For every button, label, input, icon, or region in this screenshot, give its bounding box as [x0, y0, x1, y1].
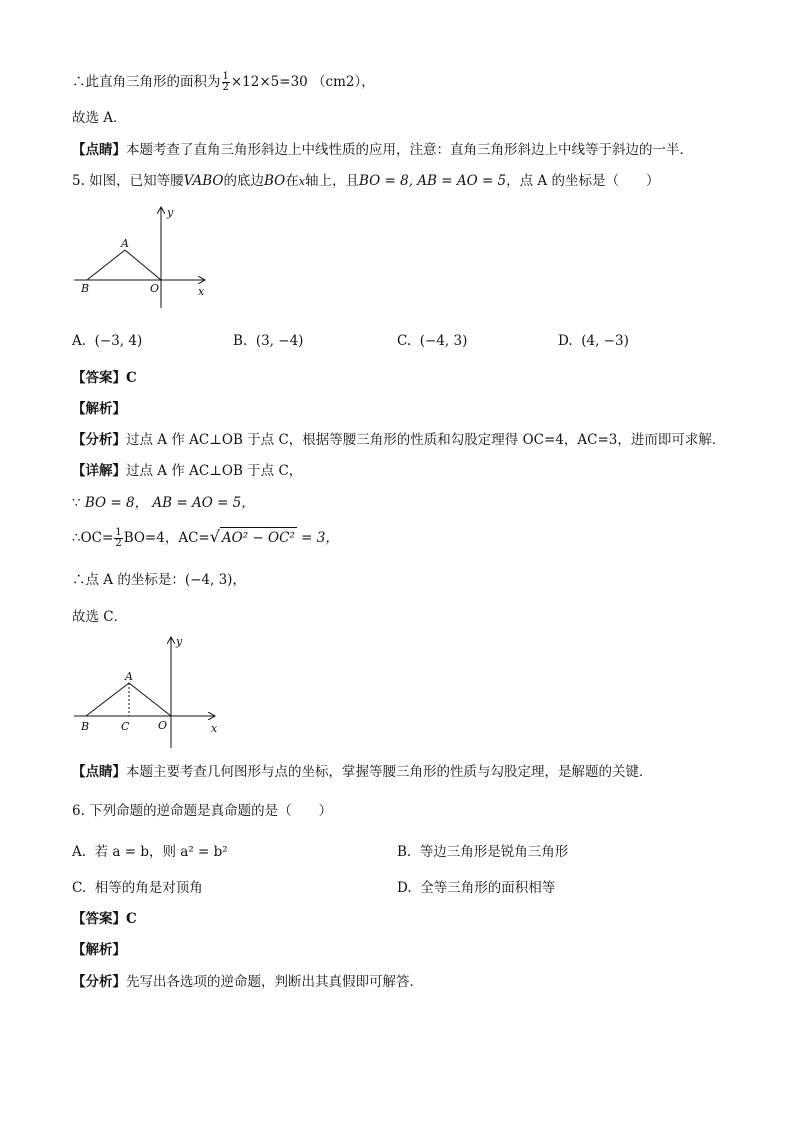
q5-fenxi: 【分析】过点 A 作 AC⊥OB 于点 C，根据等腰三角形的性质和勾股定理得 OC=4，AC=3，进而即可求解． — [72, 432, 726, 448]
q5-answer: 【答案】C — [72, 370, 137, 386]
sqrt-radical: √ — [209, 527, 220, 546]
triangle-symbol: VABO — [183, 173, 224, 189]
side-ab — [87, 250, 125, 280]
figure-triangle-1 — [70, 200, 220, 312]
area-statement — [72, 72, 375, 93]
q5-option-a: A. (−3, 4) — [72, 333, 143, 349]
label-b: B — [81, 282, 90, 295]
q5-option-d: D. (4, −3) — [558, 333, 629, 349]
q5-coordinate: ∴点 A 的坐标是：(−4, 3)， — [72, 572, 246, 588]
q5-stem: 5. 如图，已知等腰VABO的底边BO在x轴上，且BO = 8, AB = AO = 5，点 A 的坐标是（ ） — [72, 173, 660, 189]
figure-triangle-2 — [70, 630, 230, 752]
q6-jiexi: 【解析】 — [72, 942, 126, 958]
q6-option-a: A. 若 a = b，则 a² = b² — [72, 844, 228, 860]
label-a: A — [125, 670, 133, 683]
label-y: y — [176, 635, 183, 648]
q5-dianjing: 【点睛】本题主要考查几何图形与点的坐标，掌握等腰三角形的性质与勾股定理，是解题的关键． — [72, 764, 653, 780]
q5-option-c: C. (−4, 3) — [397, 333, 468, 349]
q6-option-b: B. 等边三角形是锐角三角形 — [397, 844, 569, 860]
label-y: y — [167, 206, 174, 219]
area-prefix: ∴此直角三角形的面积为 — [72, 74, 221, 90]
sqrt-body: AO² − OC² — [220, 527, 297, 548]
label-b: B — [81, 720, 90, 733]
q5-because: ∵ BO = 8， AB = AO = 5， — [72, 495, 255, 511]
q6-option-d: D. 全等三角形的面积相等 — [397, 880, 556, 896]
side-ao — [125, 250, 161, 280]
dianjing-text: 本题考查了直角三角形斜边上中线性质的应用，注意：直角三角形斜边上中线等于斜边的一半． — [126, 142, 693, 158]
dianjing-tag: 【点睛】 — [72, 142, 126, 158]
q5-select: 故选 C． — [72, 609, 128, 625]
label-c: C — [121, 720, 130, 733]
label-o: O — [150, 282, 160, 295]
label-x: x — [211, 722, 218, 735]
select-a: 故选 A． — [72, 110, 127, 126]
fraction-half: $\frac{1}{2}$ — [222, 71, 229, 93]
label-a: A — [121, 237, 129, 250]
q6-answer: 【答案】C — [72, 911, 137, 927]
q6-stem: 6. 下列命题的逆命题是真命题的是（ ） — [72, 803, 333, 819]
side-ab — [86, 683, 129, 716]
q6-option-c: C. 相等的角是对顶角 — [72, 880, 203, 896]
q5-condition: BO = 8, AB = AO = 5 — [358, 173, 507, 189]
label-x: x — [198, 285, 205, 298]
fraction-half-2: $\frac{1}{2}$ — [115, 527, 122, 549]
area-suffix: ×12×5=30 （cm2）， — [230, 74, 375, 90]
q5-option-b: B. (3, −4) — [233, 333, 304, 349]
side-ao — [129, 683, 171, 716]
dianjing-4 — [72, 140, 693, 160]
q5-detail: 【详解】过点 A 作 AC⊥OB 于点 C， — [72, 463, 303, 479]
q6-fenxi: 【分析】先写出各选项的逆命题，判断出其真假即可解答． — [72, 974, 423, 990]
q5-therefore: ∴OC= $\frac{1}{2}$ BO=4，AC=√ AO² − OC² = 3， — [72, 527, 339, 549]
q5-jiexi: 【解析】 — [72, 401, 126, 417]
label-o: O — [158, 719, 168, 732]
